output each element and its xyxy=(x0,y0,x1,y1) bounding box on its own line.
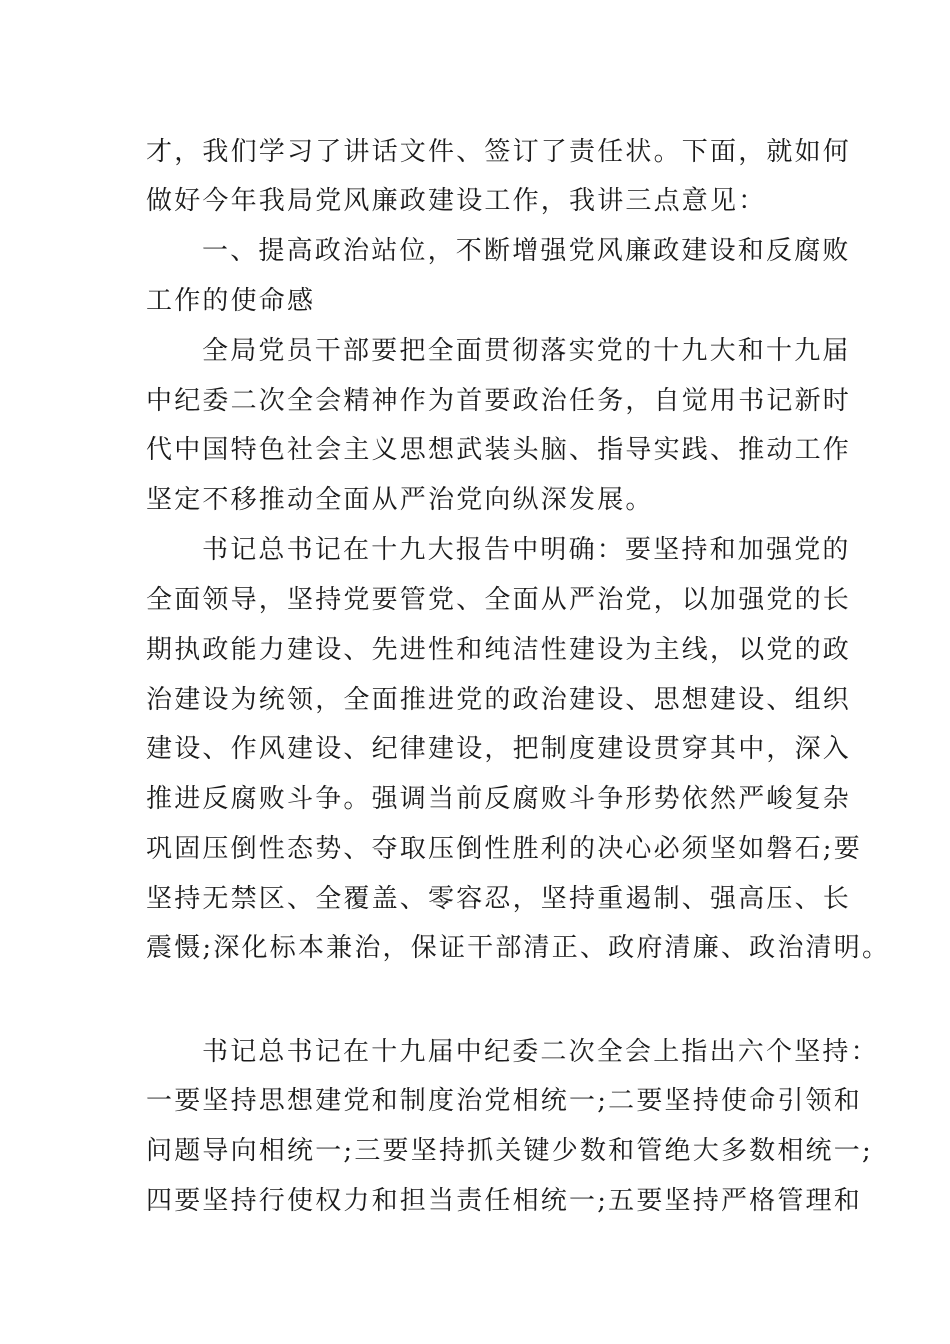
text-line-1: 才，我们学习了讲话文件、签订了责任状。下面，就如何 xyxy=(146,137,852,167)
text-line-15: 巩固压倒性态势、夺取压倒性胜利的决心必须坚如磐石;要 xyxy=(146,834,862,864)
text-line-16: 坚持无禁区、全覆盖、零容忍，坚持重遏制、强高压、长 xyxy=(146,884,852,914)
text-line-8: 坚定不移推动全面从严治党向纵深发展。 xyxy=(146,485,654,515)
text-line-9: 书记总书记在十九大报告中明确：要坚持和加强党的 xyxy=(202,535,851,565)
text-line-20: 问题导向相统一;三要坚持抓关键少数和管绝大多数相统一; xyxy=(146,1136,873,1166)
text-line-19: 一要坚持思想建党和制度治党相统一;二要坚持使命引领和 xyxy=(146,1086,862,1116)
text-line-10: 全面领导，坚持党要管党、全面从严治党，以加强党的长 xyxy=(146,585,852,615)
text-line-5: 全局党员干部要把全面贯彻落实党的十九大和十九届 xyxy=(202,336,851,366)
text-line-18: 书记总书记在十九届中纪委二次全会上指出六个坚持： xyxy=(202,1037,879,1067)
text-line-14: 推进反腐败斗争。强调当前反腐败斗争形势依然严峻复杂 xyxy=(146,784,852,814)
text-line-6: 中纪委二次全会精神作为首要政治任务，自觉用书记新时 xyxy=(146,386,852,416)
text-line-12: 治建设为统领，全面推进党的政治建设、思想建设、组织 xyxy=(146,685,852,715)
text-line-2: 做好今年我局党风廉政建设工作，我讲三点意见： xyxy=(146,186,767,216)
text-line-21: 四要坚持行使权力和担当责任相统一;五要坚持严格管理和 xyxy=(146,1186,862,1216)
text-line-11: 期执政能力建设、先进性和纯洁性建设为主线，以党的政 xyxy=(146,635,852,665)
text-line-13: 建设、作风建设、纪律建设，把制度建设贯穿其中，深入 xyxy=(146,734,852,764)
section-heading-1-cont: 工作的使命感 xyxy=(146,286,316,316)
text-line-17: 震慑;深化标本兼治，保证干部清正、政府清廉、政治清明。 xyxy=(146,933,891,963)
text-line-7: 代中国特色社会主义思想武装头脑、指导实践、推动工作 xyxy=(146,435,852,465)
section-heading-1: 一、提高政治站位，不断增强党风廉政建设和反腐败 xyxy=(202,236,851,266)
